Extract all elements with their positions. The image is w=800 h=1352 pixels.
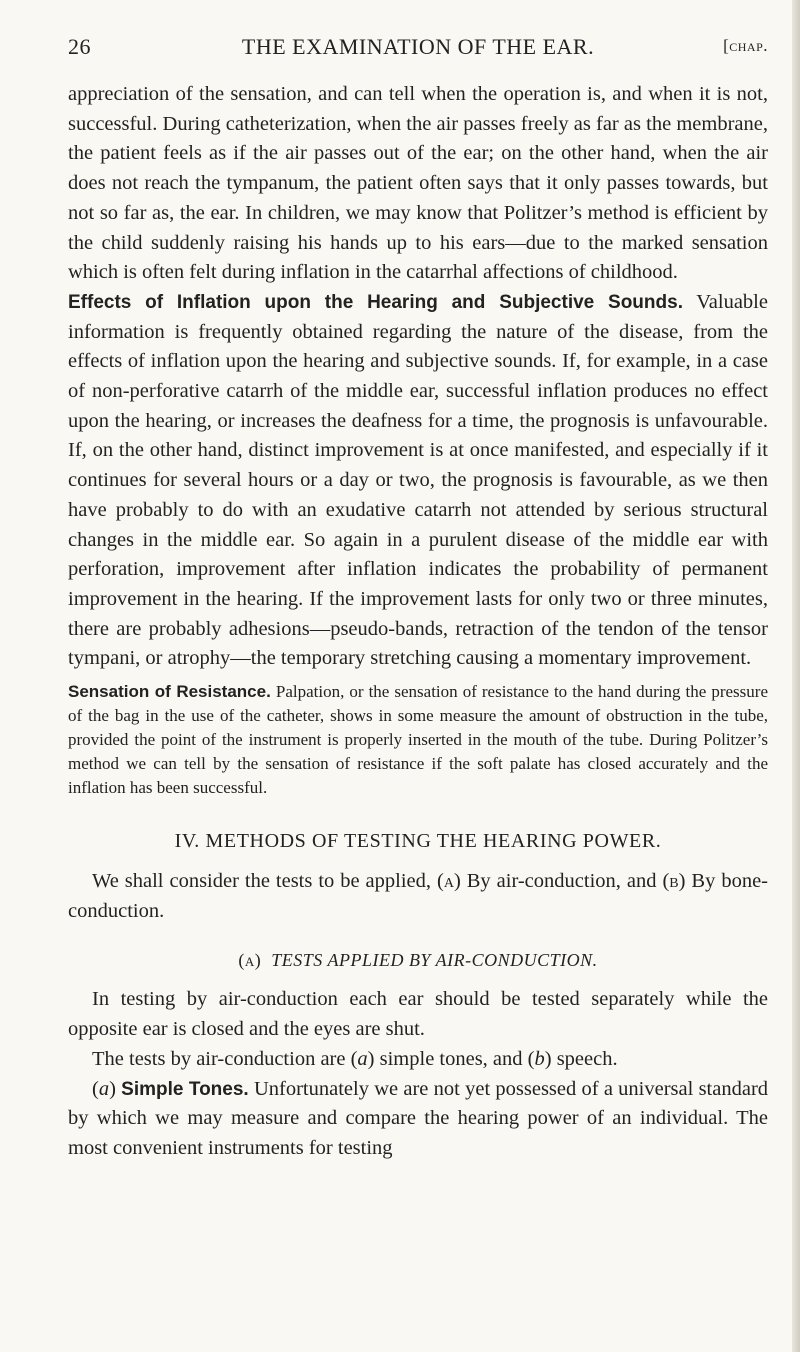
label-b: b bbox=[669, 870, 679, 893]
paragraph-appreciation: appreciation of the sensation, and can tell when the operation is, and when it is not, successful. During catheterization, when the air passes freely as far as the membrane, the patient feels as if the air passes out of the ear; on the other hand, when the air does not reach the tympanum, the patient often says that it only passes towards, but not so far as, the ear. In children, we may know that Politzer’s method is efficient by the child suddenly raising his hands up to his ears—due to the marked sensation which is often felt during inflation in the catarrhal affections of childhood. bbox=[68, 83, 768, 284]
subsection-label: (a) bbox=[238, 950, 262, 971]
paragraph-testing-separately: In testing by air-conduction each ear should be tested separately while the opposite ear is closed and the eyes are shut. bbox=[68, 988, 768, 1041]
chapter-mark: [chap. bbox=[723, 36, 768, 55]
subsection-title: TESTS APPLIED BY AIR-CONDUCTION. bbox=[271, 950, 598, 971]
paragraph-tests-list: The tests by air-conduction are (a) simple tones, and (b) speech. bbox=[92, 1047, 618, 1070]
page-number: 26 bbox=[68, 34, 91, 59]
simple-tones-label: (a) bbox=[92, 1077, 116, 1100]
subsection-heading-air-conduction bbox=[68, 950, 768, 971]
paragraph-effects-of-inflation bbox=[68, 288, 768, 674]
book-page bbox=[68, 30, 768, 1164]
paragraph-simple-tones bbox=[68, 1075, 768, 1164]
label-a-italic: a bbox=[357, 1047, 368, 1070]
paragraph-tests-intro: We shall consider the tests to be applied, (a) By air-conduction, and (b) By bone-conduction. bbox=[68, 870, 768, 922]
paragraph-sensation-of-resistance bbox=[68, 680, 768, 800]
running-header bbox=[68, 30, 768, 64]
section-heading-methods-of-testing: IV. METHODS OF TESTING THE HEARING POWER. bbox=[174, 830, 662, 853]
label-b-italic: b bbox=[534, 1047, 545, 1070]
running-title: THE EXAMINATION OF THE EAR. bbox=[241, 34, 595, 59]
heading-effects-of-inflation: Effects of Inflation upon the Hearing and Subjective Sounds. bbox=[68, 291, 683, 313]
text-effects-of-inflation: Valuable information is frequently obtained regarding the nature of the disease, from the effects of inflation upon the hearing and subjective sounds. If, for example, in a case of non-perforative catarrh of the middle ear, successful inflation produces no effect upon the hearing, or increases the deafness for a time, the prognosis is unfavourable. If, on the other hand, distinct improvement is at once manifested, and especially if it continues for several hours or a day or two, the prognosis is favourable, as we then have probably to do with an exudative catarrh not attended by serious structural changes in the middle ear. So again in a purulent disease of the middle ear with perforation, improvement after inflation indicates the probability of permanent improvement in the hearing. If the improvement lasts for only two or three minutes, there are probably adhesions—pseudo-bands, retraction of the tendon of the tensor tympani, or atrophy—the temporary stretching causing a momentary improvement. bbox=[68, 290, 768, 670]
heading-sensation-of-resistance: Sensation of Resistance. bbox=[68, 682, 271, 702]
page-edge-shadow bbox=[792, 0, 800, 1352]
heading-simple-tones: Simple Tones. bbox=[121, 1078, 249, 1100]
label-a: a bbox=[443, 870, 454, 893]
text-sensation-of-resistance: Palpation, or the sensation of resistance to the hand during the pressure of the bag in the use of the catheter, shows in some measure the amount of obstruction in the tube, provided the point of the instrument is properly inserted in the mouth of the tube. During Politzer’s method we can tell by the sensation of resistance if the soft palate has closed accurately and the inflation has been successful. bbox=[68, 682, 768, 798]
text-simple-tones: Unfortunately we are not yet possessed of a universal standard by which we may measure and compare the hearing power of an individual. The most convenient instruments for testing bbox=[68, 1077, 769, 1159]
